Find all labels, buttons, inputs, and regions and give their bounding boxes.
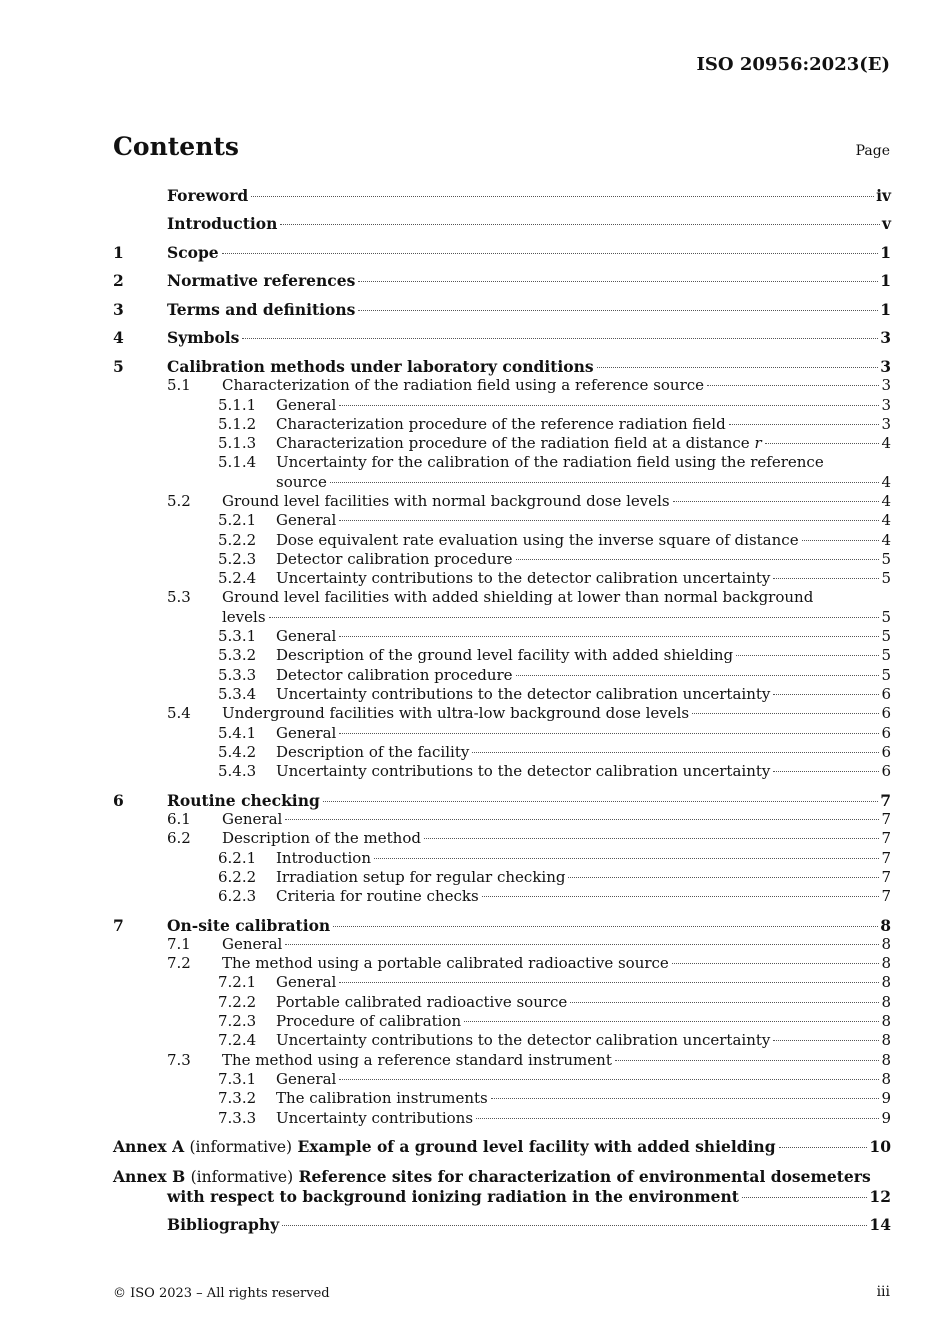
dot-leader (482, 896, 880, 897)
toc-page-number: 8 (880, 915, 891, 935)
toc-page-number: iv (876, 186, 891, 205)
toc-entry-number: 5.4 (167, 704, 191, 723)
toc-entry[interactable] (113, 396, 891, 415)
toc-entry-variable: r (754, 434, 762, 453)
toc-entry[interactable] (113, 550, 891, 569)
toc-entry[interactable] (113, 916, 891, 935)
toc-entry-number: 5.2.2 (218, 530, 257, 549)
toc-entry-number: 5.1.2 (218, 414, 257, 433)
toc-entry[interactable] (113, 214, 891, 233)
toc-page-number: 6 (881, 723, 891, 742)
toc-entry[interactable] (113, 1137, 891, 1157)
toc-page-number: 5 (881, 607, 891, 626)
page-column-label: Page (855, 143, 890, 159)
toc-page-number: 8 (881, 992, 891, 1011)
dot-leader (339, 733, 879, 734)
dot-leader (729, 424, 880, 425)
toc-entry-title: Scope (167, 242, 219, 262)
toc-page-number: 9 (881, 1108, 891, 1127)
toc-page-number: 1 (880, 299, 891, 319)
dot-leader (742, 1197, 868, 1198)
toc-page-number: 7 (880, 790, 891, 810)
annex-note: (informative) (190, 1167, 294, 1186)
toc-entry[interactable] (113, 300, 891, 319)
annex-label: Annex A (113, 1137, 185, 1157)
toc-entry-line (113, 588, 891, 607)
toc-entry[interactable] (113, 849, 891, 868)
toc-entry-title: Uncertainty contributions to the detector calibration uncertainty (276, 762, 771, 781)
toc-entry-title-continued: with respect to background ionizing radiation in the environment (167, 1186, 739, 1206)
dot-leader (424, 838, 879, 839)
toc-entry[interactable] (113, 666, 891, 685)
toc-page-number: 4 (881, 472, 891, 491)
toc-entry-number: 7.1 (167, 934, 191, 953)
dot-leader (242, 338, 878, 339)
dot-leader (269, 617, 880, 618)
toc-entry-title: Bibliography (167, 1215, 280, 1235)
dot-leader (516, 675, 880, 676)
toc-entry[interactable] (113, 973, 891, 992)
toc-entry-title: General (276, 973, 337, 992)
toc-entry[interactable] (113, 271, 891, 290)
toc-entry-title: Symbols (167, 328, 240, 348)
dot-leader (672, 963, 880, 964)
toc-page-number: 8 (881, 934, 891, 953)
toc-entry-title: Introduction (276, 848, 371, 867)
toc-annex-heading (113, 1167, 871, 1187)
dot-leader (773, 694, 879, 695)
toc-page-number: 3 (881, 395, 891, 414)
toc-entry-title: Routine checking (167, 790, 320, 810)
toc-entry-number: 7.2.3 (218, 1012, 257, 1031)
toc-entry-title: Detector calibration procedure (276, 665, 513, 684)
toc-entry[interactable] (113, 829, 891, 848)
dot-leader (692, 713, 879, 714)
toc-entry-title: Dose equivalent rate evaluation using the inverse square of distance (276, 530, 799, 549)
dot-leader (339, 636, 879, 637)
toc-page-number: 1 (880, 271, 891, 291)
dot-leader (707, 385, 879, 386)
toc-entry-line (113, 608, 891, 627)
dot-leader (773, 578, 879, 579)
toc-entry-line (113, 453, 891, 472)
toc-entry-number: 5.2.1 (218, 511, 257, 530)
toc-page-number: 5 (881, 549, 891, 568)
toc-entry-title: Characterization of the radiation field using a reference source (222, 376, 705, 395)
toc-page-number: 9 (881, 1089, 891, 1108)
dot-leader (285, 819, 879, 820)
toc-entry-title: Uncertainty contributions to the detector calibration uncertainty (276, 1031, 771, 1050)
dot-leader (516, 559, 880, 560)
toc-entry-line (113, 473, 891, 492)
toc-page-number: 12 (869, 1186, 891, 1206)
toc-page-number: 8 (881, 1050, 891, 1069)
toc-entry[interactable] (113, 704, 891, 723)
dot-leader (597, 367, 879, 368)
annex-title: Example of a ground level facility with added shielding (297, 1137, 776, 1157)
toc-page-number: 5 (881, 627, 891, 646)
toc-page-number: 3 (880, 356, 891, 376)
dot-leader (374, 858, 879, 859)
toc-entry-number: 5.1.3 (218, 434, 257, 453)
toc-entry-number: 7.3.2 (218, 1089, 257, 1108)
toc-entry[interactable] (113, 868, 891, 887)
toc-page-number: 4 (881, 491, 891, 510)
dot-leader (339, 1079, 879, 1080)
toc-entry-title: Criteria for routine checks (276, 887, 479, 906)
dot-leader (773, 1040, 879, 1041)
toc-entry-title: General (276, 723, 337, 742)
toc-entry-title: Uncertainty contributions to the detector calibration uncertainty (276, 684, 771, 703)
toc-entry[interactable] (113, 627, 891, 646)
toc-entry[interactable] (113, 1031, 891, 1050)
toc-entry[interactable] (113, 376, 891, 395)
dot-leader (339, 520, 879, 521)
document-id: ISO 20956:2023(E) (696, 54, 890, 75)
toc-entry-number: 1 (113, 242, 124, 262)
toc-entry-number: 5.1.4 (218, 453, 257, 472)
toc-entry-title: Introduction (167, 214, 278, 234)
toc-entry[interactable] (113, 954, 891, 973)
toc-entry-title: Irradiation setup for regular checking (276, 867, 566, 886)
toc-entry-title: On-site calibration (167, 915, 331, 935)
dot-leader (280, 224, 880, 225)
toc-entry-number: 5 (113, 356, 124, 376)
toc-page-number: 7 (881, 848, 891, 867)
toc-entry-number: 5.1 (167, 376, 191, 395)
toc-page-number: 3 (881, 376, 891, 395)
dot-leader (251, 196, 874, 197)
dot-leader (476, 1118, 879, 1119)
page-number: iii (876, 1284, 890, 1300)
toc-entry-title: Ground level facilities with normal background dose levels (222, 491, 670, 510)
toc-entry[interactable] (113, 724, 891, 743)
toc-entry-number: 5.2.3 (218, 549, 257, 568)
toc-entry[interactable] (113, 685, 891, 704)
toc-entry-title: Uncertainty contributions (276, 1108, 474, 1127)
toc-entry-number: 6.2.1 (218, 848, 257, 867)
toc-entry-title: General (276, 395, 337, 414)
dot-leader (339, 405, 879, 406)
annex-note: (informative) (189, 1138, 293, 1157)
toc-page-number: 7 (881, 809, 891, 828)
toc-entry-title: Characterization procedure of the reference radiation field (276, 414, 726, 433)
toc-page-number: 5 (881, 569, 891, 588)
toc-entry-number: 5.3.1 (218, 627, 257, 646)
toc-entry-number: 5.1.1 (218, 395, 257, 414)
toc-page-number: 6 (881, 704, 891, 723)
dot-leader (779, 1147, 868, 1148)
dot-leader (464, 1021, 879, 1022)
toc-entry-title: The method using a portable calibrated radioactive source (222, 954, 669, 973)
toc-entry-number: 7.3.1 (218, 1069, 257, 1088)
toc-entry-number: 5.3.3 (218, 665, 257, 684)
toc-entry-number: 5.4.3 (218, 762, 257, 781)
toc-entry[interactable] (113, 511, 891, 530)
toc-entry[interactable] (113, 492, 891, 511)
toc-entry-title: The calibration instruments (276, 1089, 488, 1108)
toc-page-number: 4 (881, 530, 891, 549)
dot-leader (282, 1225, 867, 1226)
toc-page-number: 8 (881, 1012, 891, 1031)
toc-entry-number: 5.4.1 (218, 723, 257, 742)
dot-leader (773, 771, 879, 772)
toc-entry[interactable] (113, 434, 891, 453)
toc-page-number: 8 (881, 1031, 891, 1050)
dot-leader (570, 1002, 879, 1003)
toc-entry-title: The method using a reference standard instrument (222, 1050, 612, 1069)
toc-entry-number: 7.2.4 (218, 1031, 257, 1050)
toc-entry[interactable] (113, 887, 891, 906)
dot-leader (323, 801, 878, 802)
toc-entry[interactable] (113, 588, 891, 627)
toc-entry[interactable] (113, 935, 891, 954)
dot-leader (615, 1060, 880, 1061)
toc-entry-number: 7.3 (167, 1050, 191, 1069)
dot-leader (330, 482, 880, 483)
table-of-contents (113, 186, 891, 1235)
toc-page-number: 14 (869, 1215, 891, 1235)
toc-entry[interactable] (113, 1012, 891, 1031)
dot-leader (339, 982, 879, 983)
dot-leader (736, 655, 879, 656)
toc-entry[interactable] (113, 357, 891, 376)
toc-entry-number: 5.4.2 (218, 742, 257, 761)
toc-page-number: 7 (881, 867, 891, 886)
toc-entry-title: Description of the method (222, 829, 421, 848)
toc-entry[interactable] (113, 453, 891, 492)
toc-entry[interactable] (113, 186, 891, 205)
toc-entry[interactable] (113, 531, 891, 550)
toc-entry[interactable] (113, 328, 891, 347)
toc-page-number: v (881, 214, 891, 234)
dot-leader (765, 443, 880, 444)
toc-entry-number: 7.2.2 (218, 992, 257, 1011)
toc-page-number: 5 (881, 646, 891, 665)
toc-entry[interactable] (113, 243, 891, 262)
toc-entry-number: 3 (113, 299, 124, 319)
dot-leader (673, 501, 880, 502)
toc-entry-title: General (276, 511, 337, 530)
toc-page-number: 4 (881, 511, 891, 530)
toc-entry-number: 6.2 (167, 829, 191, 848)
toc-page-number: 7 (881, 829, 891, 848)
toc-entry[interactable] (113, 569, 891, 588)
toc-entry-title: Underground facilities with ultra-low background dose levels (222, 704, 690, 723)
toc-entry[interactable] (113, 791, 891, 810)
toc-entry-number: 7.2.1 (218, 973, 257, 992)
toc-page-number: 4 (881, 434, 891, 453)
dot-leader (358, 281, 878, 282)
toc-entry-title: Description of the ground level facility with added shielding (276, 646, 734, 665)
toc-entry[interactable] (113, 1070, 891, 1089)
toc-entry-number: 5.3.4 (218, 684, 257, 703)
dot-leader (568, 877, 879, 878)
toc-page-number: 10 (869, 1137, 891, 1157)
toc-entry-title: Terms and definitions (167, 299, 356, 319)
page-title: Contents (113, 132, 240, 161)
toc-entry-title: Calibration methods under laboratory conditions (167, 356, 594, 376)
dot-leader (358, 310, 878, 311)
toc-page-number: 8 (881, 973, 891, 992)
toc-page-number: 5 (881, 665, 891, 684)
toc-entry[interactable] (113, 1051, 891, 1070)
dot-leader (802, 540, 880, 541)
toc-entry-number: 6.1 (167, 809, 191, 828)
toc-entry-number: 5.2.4 (218, 569, 257, 588)
toc-entry[interactable] (113, 743, 891, 762)
toc-page-number: 1 (880, 242, 891, 262)
toc-entry[interactable] (113, 1167, 891, 1207)
annex-title: Reference sites for characterization of environmental dosemeters (298, 1166, 871, 1186)
toc-entry-number: 2 (113, 271, 124, 291)
dot-leader (222, 253, 879, 254)
toc-entry-line (113, 1167, 891, 1187)
toc-entry-title: General (222, 809, 283, 828)
toc-entry-number: 7 (113, 915, 124, 935)
toc-entry-number: 5.3.2 (218, 646, 257, 665)
dot-leader (333, 926, 878, 927)
toc-entry-title: Ground level facilities with added shielding at lower than normal background (222, 588, 814, 607)
dot-leader (472, 752, 879, 753)
toc-entry-number: 6.2.3 (218, 887, 257, 906)
toc-entry-title-continued: source (276, 472, 327, 491)
toc-entry[interactable] (113, 810, 891, 829)
toc-entry-title: General (276, 1069, 337, 1088)
toc-entry[interactable] (113, 762, 891, 781)
toc-page-number: 8 (881, 1069, 891, 1088)
toc-page-number: 6 (881, 742, 891, 761)
toc-entry-title: Detector calibration procedure (276, 549, 513, 568)
toc-entry-title: Characterization procedure of the radiation field at a distance r (276, 434, 762, 453)
toc-page-number: 3 (880, 328, 891, 348)
toc-entry[interactable] (113, 646, 891, 665)
toc-entry-number: 4 (113, 328, 124, 348)
toc-entry[interactable] (113, 1109, 891, 1128)
toc-entry-title: Uncertainty for the calibration of the radiation field using the reference (276, 453, 824, 472)
toc-entry-title: Uncertainty contributions to the detector calibration uncertainty (276, 569, 771, 588)
toc-entry[interactable] (113, 993, 891, 1012)
toc-entry-title: Procedure of calibration (276, 1012, 462, 1031)
toc-entry-title: Portable calibrated radioactive source (276, 992, 568, 1011)
toc-page-number: 6 (881, 684, 891, 703)
toc-entry-title-continued: levels (222, 607, 266, 626)
toc-entry-title: General (276, 627, 337, 646)
toc-entry-number: 6 (113, 790, 124, 810)
toc-entry[interactable] (113, 1089, 891, 1108)
copyright-notice: © ISO 2023 – All rights reserved (113, 1286, 330, 1301)
toc-entry-number: 7.2 (167, 954, 191, 973)
toc-entry-title: Description of the facility (276, 742, 470, 761)
toc-entry-number: 6.2.2 (218, 867, 257, 886)
toc-page-number: 3 (881, 414, 891, 433)
toc-page-number: 6 (881, 762, 891, 781)
toc-entry-number: 7.3.3 (218, 1108, 257, 1127)
toc-annex-heading (113, 1137, 776, 1157)
dot-leader (491, 1098, 880, 1099)
toc-entry-number: 5.2 (167, 491, 191, 510)
annex-label: Annex B (113, 1166, 186, 1186)
toc-entry[interactable] (113, 415, 891, 434)
toc-entry-title: Foreword (167, 186, 249, 205)
toc-entry-line (113, 1187, 891, 1206)
toc-entry-title: Normative references (167, 271, 356, 291)
toc-page-number: 8 (881, 954, 891, 973)
dot-leader (285, 944, 879, 945)
toc-page-number: 7 (881, 887, 891, 906)
toc-entry-number: 5.3 (167, 588, 191, 607)
toc-entry-title: General (222, 934, 283, 953)
toc-entry[interactable] (113, 1215, 891, 1234)
